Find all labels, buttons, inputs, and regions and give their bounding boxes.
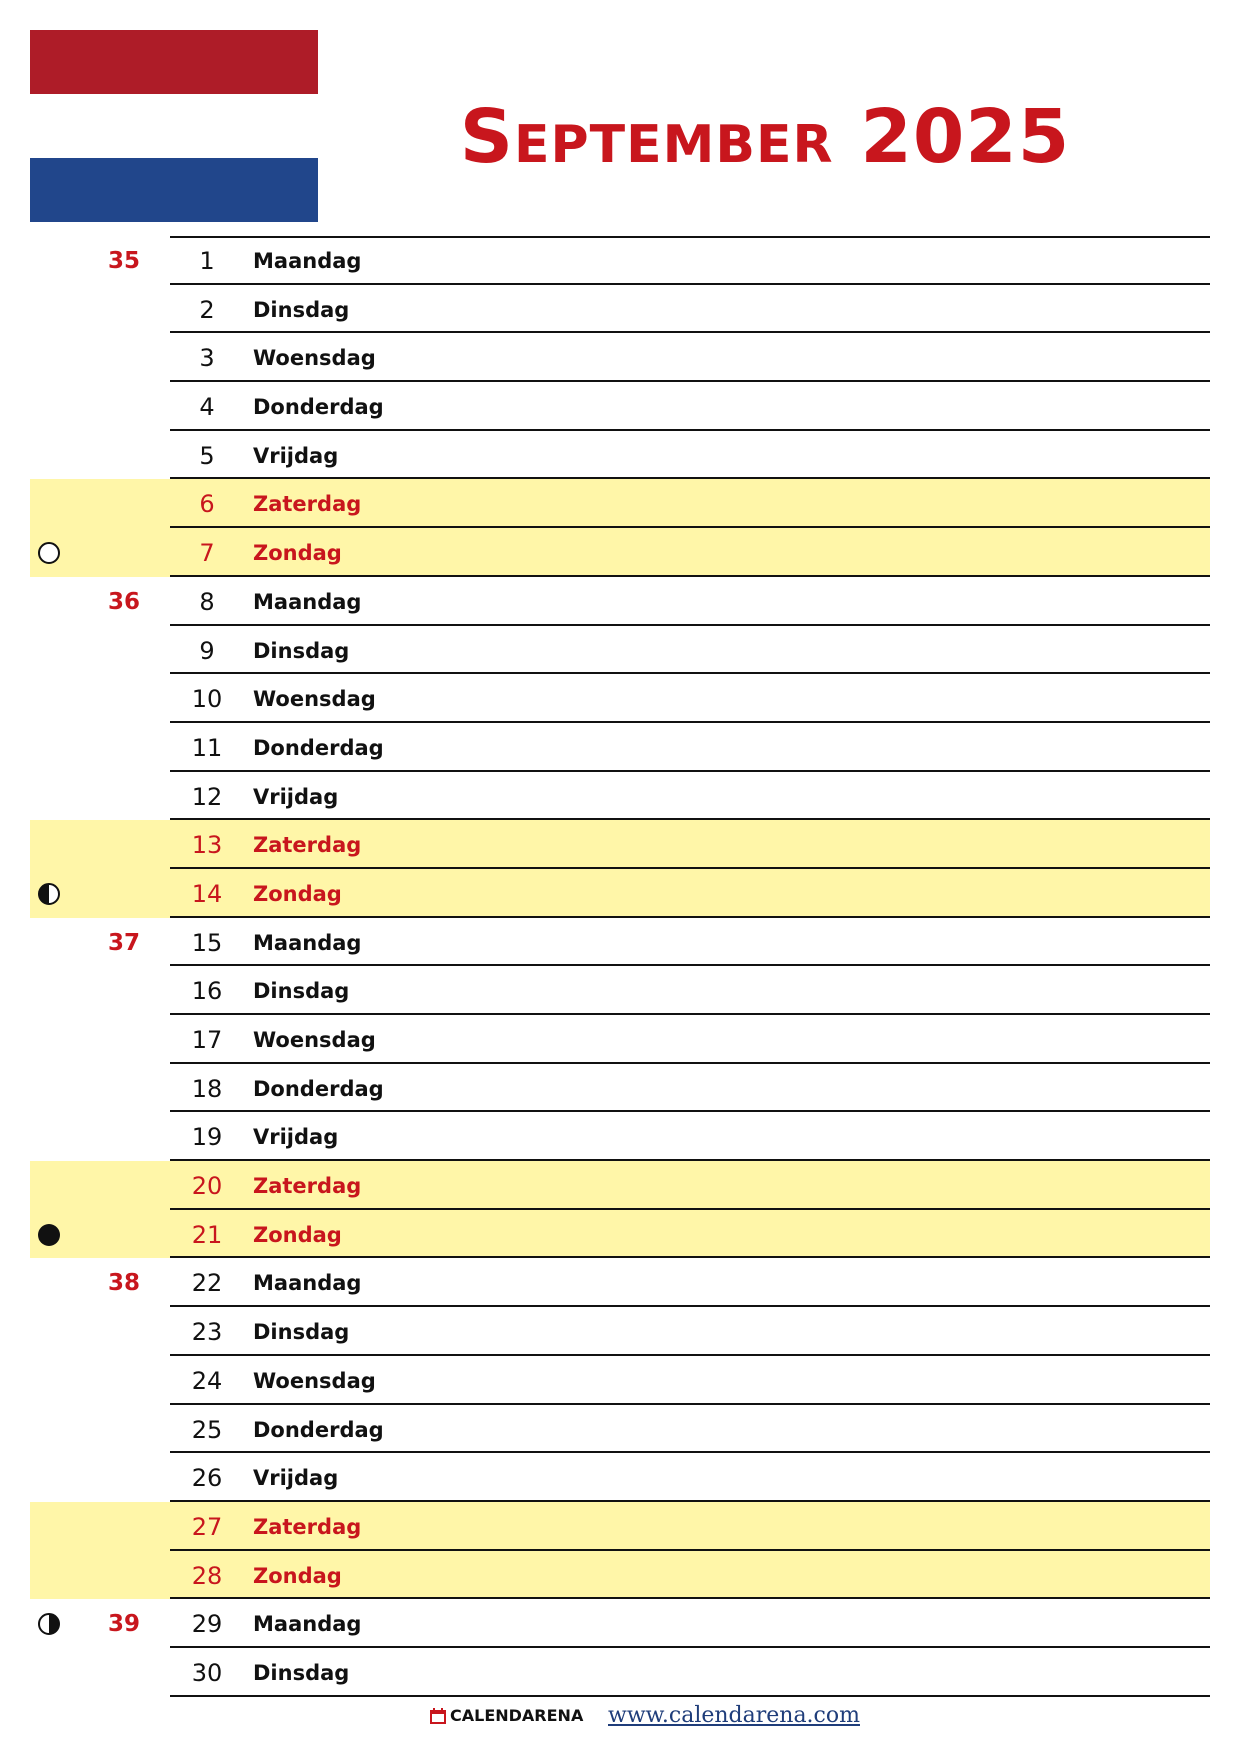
day-row <box>0 869 1240 918</box>
day-number: 5 <box>199 441 215 470</box>
week-number <box>95 1502 140 1551</box>
day-name: Zondag <box>253 881 342 906</box>
week-number: 39 <box>107 1611 140 1638</box>
day-row <box>0 1648 1240 1697</box>
day-row <box>0 1210 1240 1259</box>
week-number <box>95 1356 140 1405</box>
day-number: 16 <box>191 977 223 1006</box>
day-number: 26 <box>191 1464 223 1493</box>
day-number: 3 <box>199 344 215 373</box>
week-number <box>95 1307 140 1356</box>
day-number: 27 <box>191 1512 223 1541</box>
flag-stripe-white <box>30 94 318 158</box>
week-number <box>95 528 140 577</box>
week-number <box>95 1648 140 1697</box>
week-number <box>95 626 140 675</box>
day-row <box>0 1599 1240 1648</box>
day-row <box>0 1161 1240 1210</box>
netherlands-flag <box>30 30 318 222</box>
day-row <box>0 772 1240 821</box>
week-number <box>95 723 140 772</box>
day-row <box>0 285 1240 334</box>
day-name: Zaterdag <box>253 492 362 517</box>
day-row <box>0 1551 1240 1600</box>
day-name: Dinsdag <box>253 638 350 663</box>
day-name: Donderdag <box>253 1417 384 1442</box>
week-number <box>95 820 140 869</box>
day-number: 19 <box>191 1123 223 1152</box>
day-name: Maandag <box>253 589 362 614</box>
week-number <box>95 382 140 431</box>
page-title: September 2025 <box>459 94 1071 180</box>
week-number <box>95 285 140 334</box>
day-row <box>0 333 1240 382</box>
day-name: Dinsdag <box>253 297 350 322</box>
day-name: Donderdag <box>253 735 384 760</box>
day-name: Zaterdag <box>253 1174 362 1199</box>
day-number: 11 <box>191 733 223 762</box>
flag-stripe-blue <box>30 158 318 222</box>
day-row <box>0 626 1240 675</box>
week-number <box>95 333 140 382</box>
day-row <box>0 1064 1240 1113</box>
week-number: 35 <box>107 248 140 274</box>
week-number <box>95 1405 140 1454</box>
day-name: Vrijdag <box>253 784 339 809</box>
week-number <box>95 869 140 918</box>
day-row <box>0 1258 1240 1307</box>
day-number: 7 <box>199 539 215 568</box>
footer <box>0 1700 1240 1732</box>
week-number <box>95 479 140 528</box>
week-number: 37 <box>107 929 140 956</box>
week-number <box>95 1064 140 1113</box>
week-number <box>95 674 140 723</box>
day-name: Dinsdag <box>253 979 350 1004</box>
day-row <box>0 1453 1240 1502</box>
day-name: Zondag <box>253 1563 342 1588</box>
full-moon-icon <box>38 542 60 564</box>
day-name: Maandag <box>253 1612 362 1637</box>
day-row <box>0 1112 1240 1161</box>
day-row <box>0 723 1240 772</box>
day-name: Zondag <box>253 541 342 566</box>
day-name: Zaterdag <box>253 833 362 858</box>
day-number: 14 <box>191 879 223 908</box>
week-number <box>95 1453 140 1502</box>
week-number <box>95 966 140 1015</box>
day-number: 6 <box>199 490 215 519</box>
day-number: 2 <box>199 295 215 324</box>
footer-url-link[interactable]: www.calendarena.com <box>608 1703 860 1728</box>
flag-stripe-red <box>30 30 318 94</box>
day-number: 12 <box>191 782 223 811</box>
day-row <box>0 479 1240 528</box>
day-row <box>0 1405 1240 1454</box>
day-number: 23 <box>191 1318 223 1347</box>
day-name: Dinsdag <box>253 1320 350 1345</box>
day-name: Woensdag <box>253 1368 376 1393</box>
day-number: 1 <box>199 247 215 275</box>
week-number <box>95 431 140 480</box>
day-row <box>0 1015 1240 1064</box>
day-name: Donderdag <box>253 395 384 420</box>
day-number: 15 <box>191 928 223 957</box>
row-rule <box>170 1695 1210 1697</box>
day-name: Vrijdag <box>253 443 339 468</box>
day-number: 18 <box>191 1074 223 1103</box>
day-name: Maandag <box>253 930 362 955</box>
day-row <box>0 382 1240 431</box>
day-row <box>0 1307 1240 1356</box>
week-number <box>95 772 140 821</box>
day-number: 30 <box>191 1658 223 1687</box>
last-moon-icon <box>38 883 60 905</box>
week-number <box>95 1015 140 1064</box>
day-name: Zaterdag <box>253 1514 362 1539</box>
day-row <box>0 820 1240 869</box>
week-number <box>95 1210 140 1259</box>
calendar-logo-icon <box>430 1708 446 1724</box>
week-number <box>95 1112 140 1161</box>
week-number: 36 <box>107 588 140 615</box>
week-number <box>95 1161 140 1210</box>
day-number: 13 <box>191 831 223 860</box>
day-name: Vrijdag <box>253 1466 339 1491</box>
day-name: Woensdag <box>253 346 376 371</box>
day-name: Vrijdag <box>253 1125 339 1150</box>
week-number <box>95 1551 140 1600</box>
day-name: Zondag <box>253 1222 342 1247</box>
day-name: Donderdag <box>253 1076 384 1101</box>
day-row <box>0 1502 1240 1551</box>
day-row <box>0 236 1240 285</box>
day-row <box>0 577 1240 626</box>
day-number: 9 <box>199 636 215 665</box>
footer-brand[interactable] <box>430 1700 583 1732</box>
day-number: 8 <box>199 587 215 616</box>
new-moon-icon <box>38 1224 60 1246</box>
day-name: Woensdag <box>253 1028 376 1052</box>
day-number: 22 <box>191 1269 223 1298</box>
day-row <box>0 674 1240 723</box>
day-name: Maandag <box>253 1271 362 1296</box>
day-row <box>0 431 1240 480</box>
day-list <box>0 236 1240 1697</box>
day-number: 29 <box>191 1610 223 1639</box>
day-number: 21 <box>191 1220 223 1249</box>
day-row <box>0 918 1240 967</box>
day-number: 17 <box>191 1026 223 1054</box>
day-number: 25 <box>191 1415 223 1444</box>
day-number: 20 <box>191 1172 223 1201</box>
day-row <box>0 1356 1240 1405</box>
day-number: 28 <box>191 1561 223 1590</box>
day-name: Woensdag <box>253 687 376 712</box>
day-name: Dinsdag <box>253 1660 350 1685</box>
day-name: Maandag <box>253 249 362 273</box>
day-row <box>0 528 1240 577</box>
brand-name: CALENDARENA <box>450 1706 584 1725</box>
day-number: 4 <box>199 393 215 422</box>
day-row <box>0 966 1240 1015</box>
week-number: 38 <box>107 1270 140 1297</box>
day-number: 24 <box>191 1366 223 1395</box>
day-number: 10 <box>191 685 223 714</box>
